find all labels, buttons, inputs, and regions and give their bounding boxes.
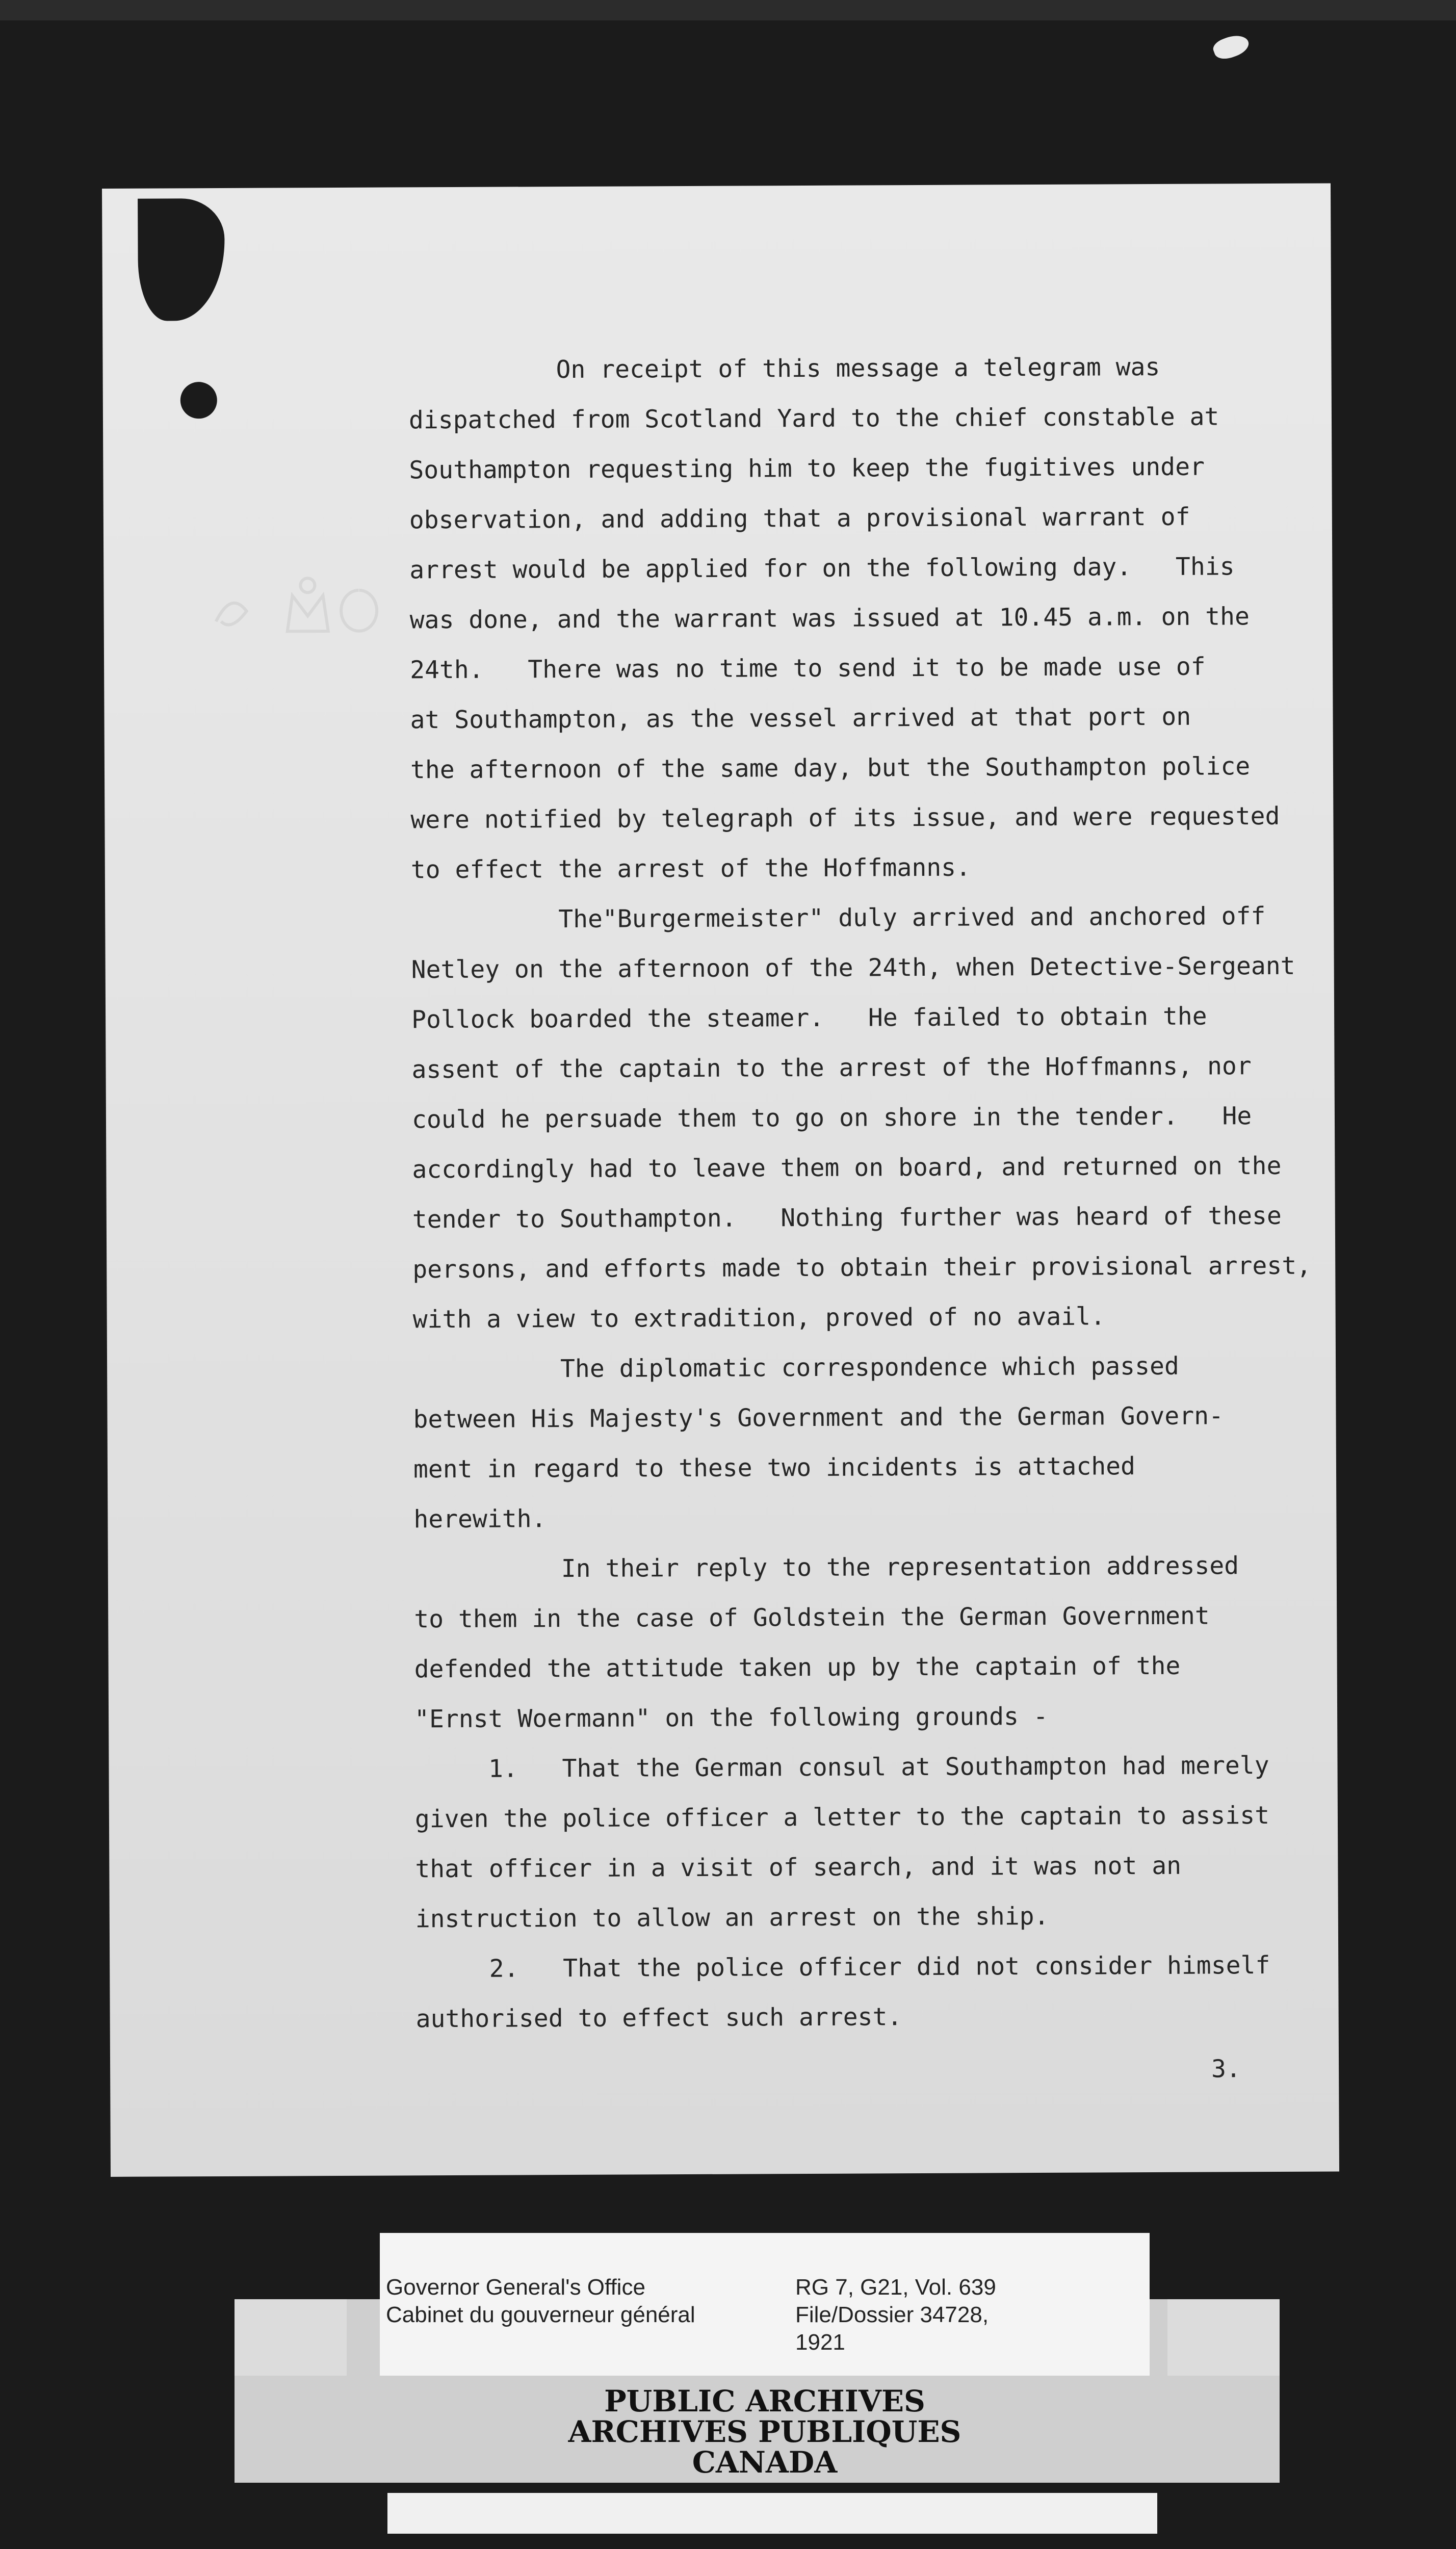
text-line: to them in the case of Goldstein the German Government [414, 1601, 1210, 1634]
text-line: given the police officer a letter to the captain to assist [414, 1801, 1270, 1834]
file-reference [795, 2274, 996, 2356]
text-line: In their reply to the representation addressed [413, 1551, 1239, 1584]
text-line: that officer in a visit of search, and it was not an [415, 1851, 1182, 1884]
text-line: persons, and efforts made to obtain their provisional arrest, [412, 1251, 1312, 1284]
archive-stamp-en: PUBLIC ARCHIVES [604, 2384, 925, 2418]
film-top-edge [0, 0, 1456, 20]
text-line: observation, and adding that a provisional warrant of [409, 502, 1190, 535]
text-line: "Ernst Woermann" on the following grounds - [414, 1702, 1048, 1734]
text-line: to effect the arrest of the Hoffmanns. [410, 853, 971, 885]
file-dossier: File/Dossier 34728, [795, 2302, 989, 2327]
archive-stamp-fr: ARCHIVES PUBLIQUES [568, 2414, 961, 2449]
torn-corner [138, 198, 225, 321]
text-line: assent of the captain to the arrest of the Hoffmanns, nor [411, 1052, 1252, 1084]
text-line: was done, and the warrant was issued at 10.45 a.m. on the [409, 602, 1250, 635]
file-year: 1921 [795, 2330, 845, 2355]
text-line: could he persuade them to go on shore in the tender. He [411, 1102, 1252, 1134]
punch-hole [180, 382, 217, 419]
text-line: dispatched from Scotland Yard to the chief constable at [408, 402, 1219, 435]
text-line: On receipt of this message a telegram was [408, 352, 1160, 385]
text-line: authorised to effect such arrest. [415, 2002, 902, 2034]
archive-stamp-tab-right [1167, 2299, 1280, 2376]
text-line: between His Majesty's Government and the German Govern- [413, 1401, 1224, 1434]
text-line: ment in regard to these two incidents is attached [413, 1452, 1136, 1484]
text-line: herewith. [413, 1504, 547, 1534]
archive-stamp-country: CANADA [692, 2445, 838, 2480]
office-name-en: Governor General's Office [386, 2275, 645, 2300]
archive-stamp-tab-left [235, 2299, 347, 2376]
page-number: 3. [1211, 2054, 1241, 2084]
text-line: 24th. There was no time to send it to be made use of [410, 652, 1206, 685]
typed-letter-body [408, 342, 1334, 2044]
text-line: tender to Southampton. Nothing further was heard of these [412, 1201, 1282, 1234]
text-line: 2. That the police officer did not consider himself [415, 1951, 1270, 1984]
film-bottom-strip [387, 2493, 1157, 2534]
office-name-fr: Cabinet du gouverneur général [386, 2302, 695, 2327]
archive-stamp [377, 2386, 1152, 2478]
text-line: were notified by telegraph of its issue, and were requested [410, 801, 1280, 835]
film-speck [1211, 31, 1251, 63]
text-line: Southampton requesting him to keep the fugitives under [409, 452, 1205, 485]
text-line: the afternoon of the same day, but the Southampton police [410, 752, 1251, 785]
text-line: The diplomatic correspondence which passed [412, 1351, 1179, 1384]
document-page [102, 183, 1339, 2176]
text-line: accordingly had to leave them on board, and returned on the [412, 1151, 1282, 1184]
text-line: at Southampton, as the vessel arrived at that port on [410, 702, 1191, 735]
record-group: RG 7, G21, Vol. 639 [795, 2275, 996, 2300]
reference-label [380, 2233, 1150, 2376]
text-line: Netley on the afternoon of the 24th, when Detective-Sergeant [411, 951, 1295, 984]
text-line: arrest would be applied for on the following day. This [409, 552, 1235, 585]
text-line: defended the attitude taken up by the captain of the [414, 1651, 1181, 1684]
text-line: The"Burgermeister" duly arrived and anchored off [411, 902, 1266, 934]
text-line: 1. That the German consul at Southampton had merely [414, 1751, 1269, 1784]
text-line: instruction to allow an arrest on the ship. [415, 1902, 1049, 1934]
text-line: with a view to extradition, proved of no avail. [412, 1302, 1106, 1334]
crown-watermark-icon [211, 544, 395, 642]
office-name [386, 2274, 695, 2329]
text-line: Pollock boarded the steamer. He failed to obtain the [411, 1002, 1207, 1034]
